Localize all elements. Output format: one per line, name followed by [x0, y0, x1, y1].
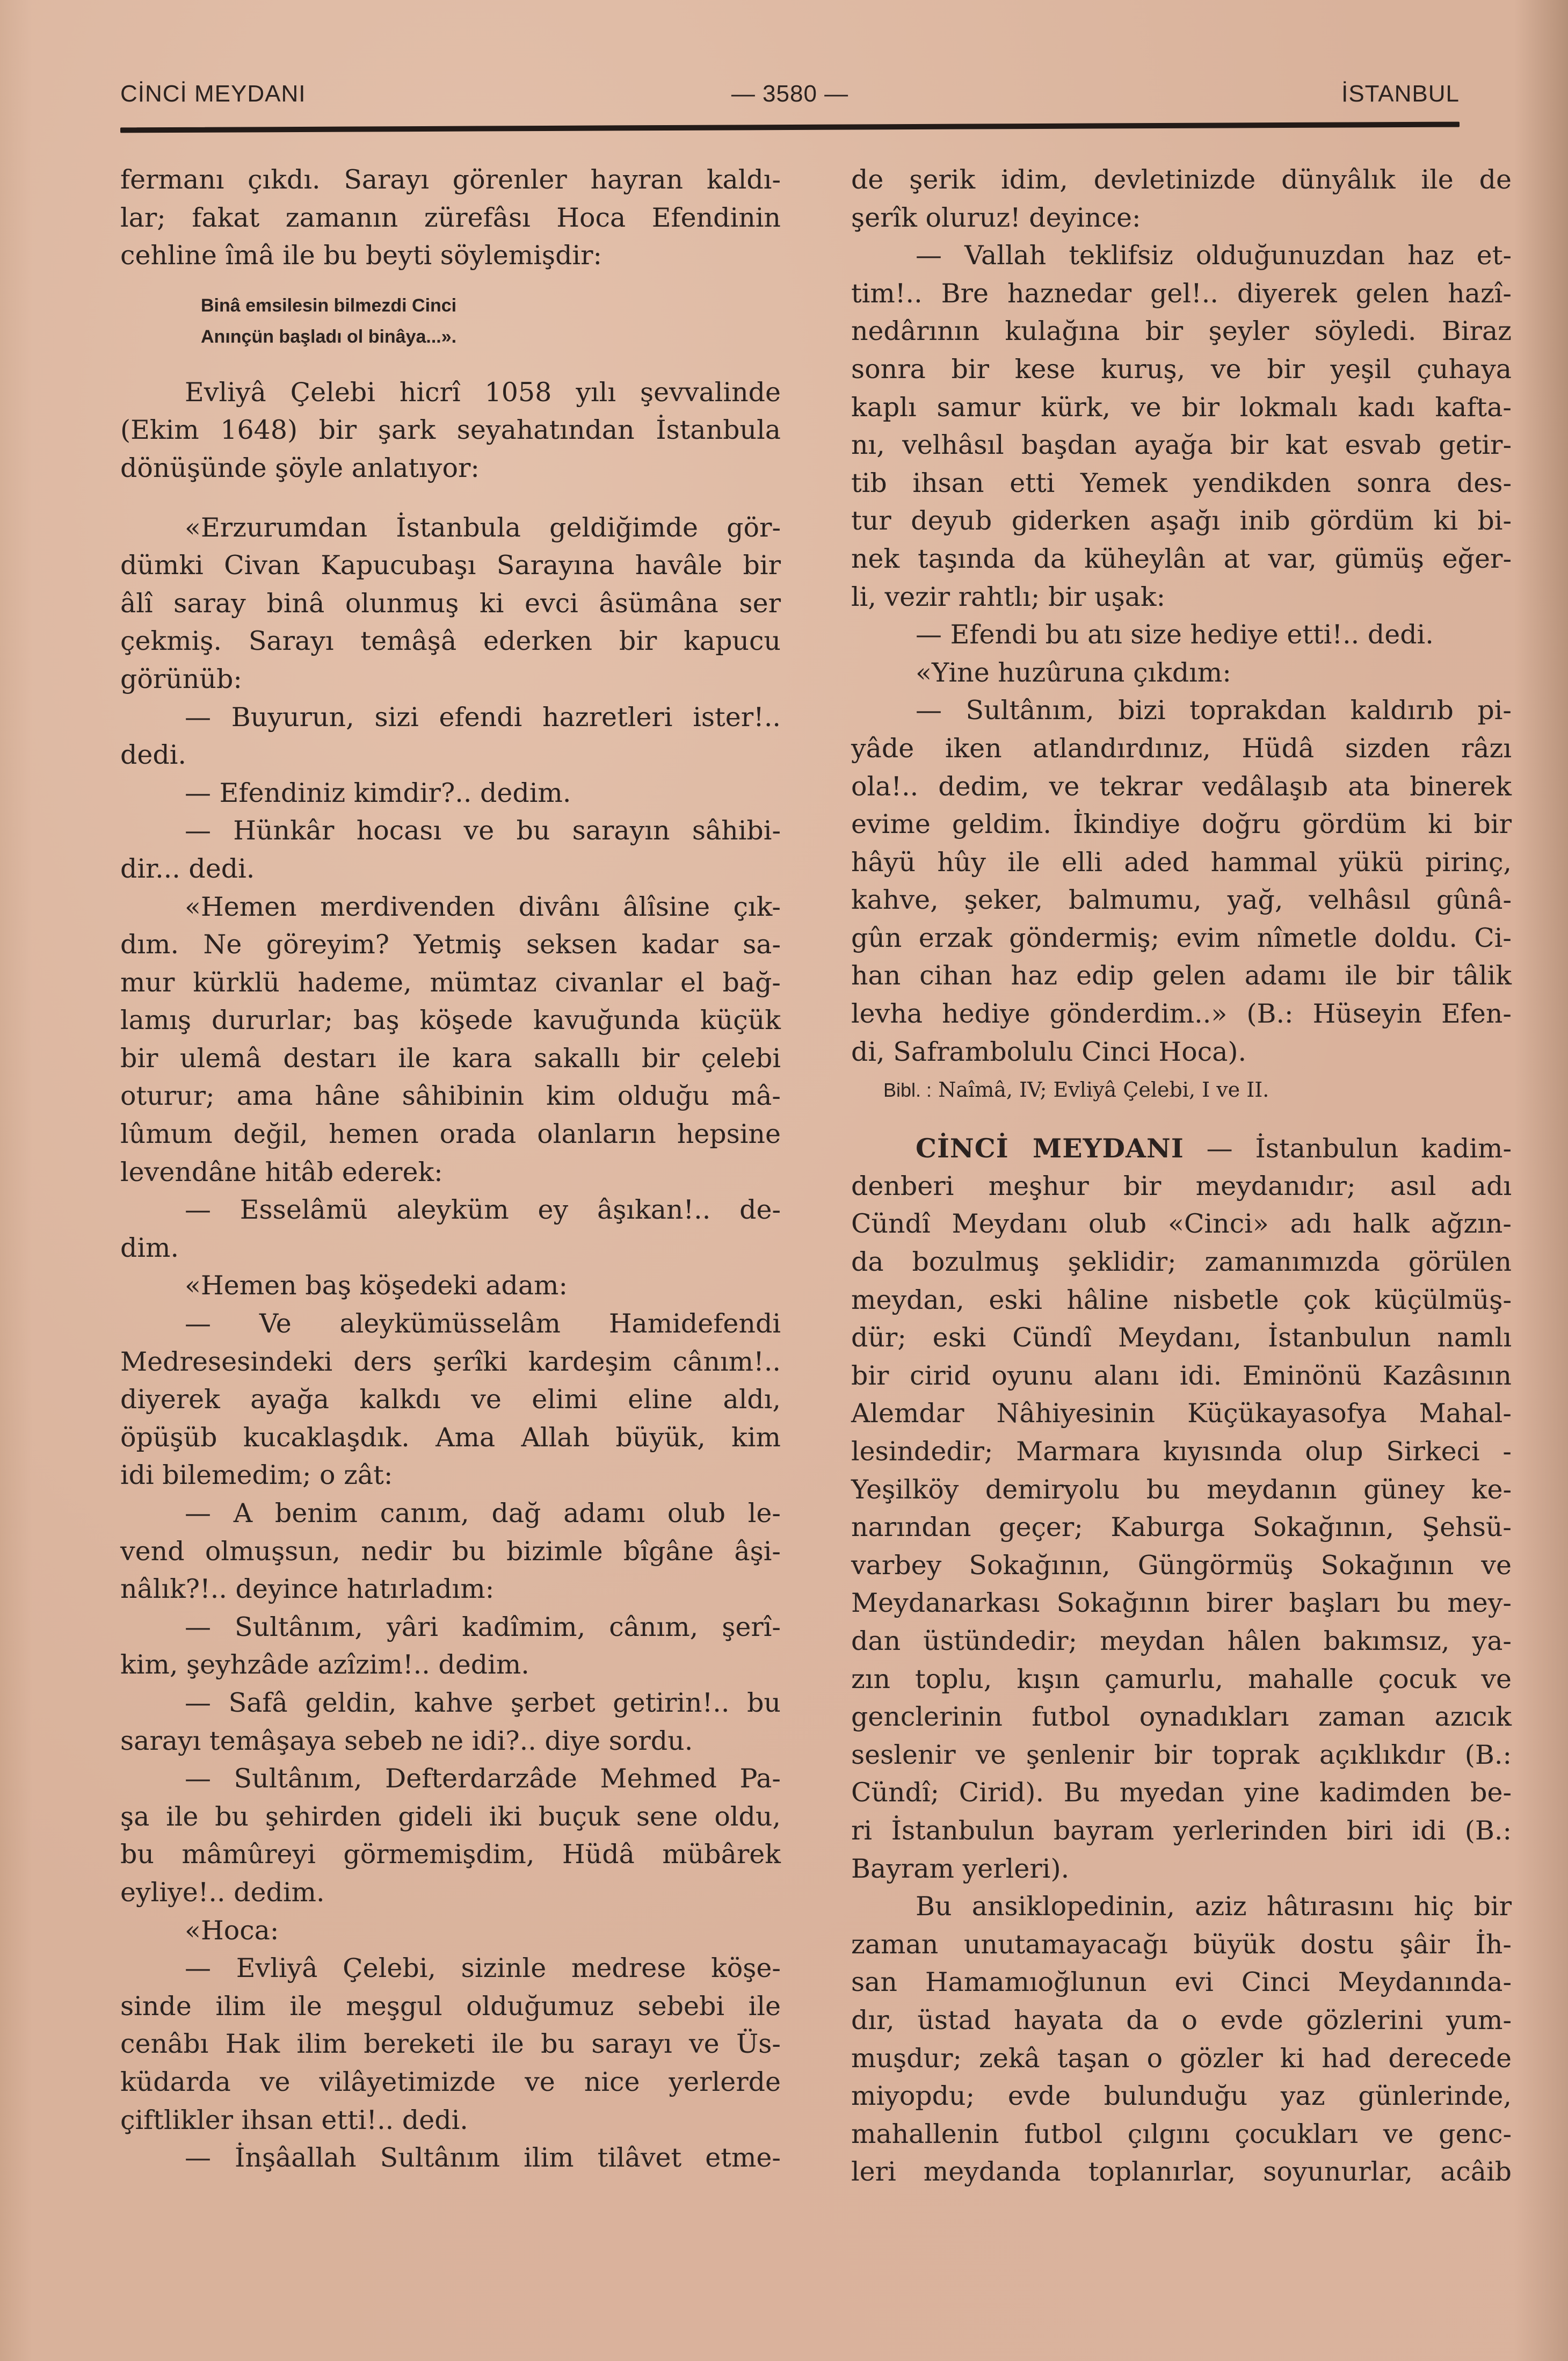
text-line: — Sultânım, bizi toprakdan kaldırıb pi-	[916, 695, 1512, 726]
paragraph	[120, 374, 781, 488]
text-line: lamış dururlar; baş köşede kavuğunda küçük	[120, 1005, 781, 1036]
text-line: meydan, eski hâline nisbetle çok küçülmüş-	[851, 1284, 1512, 1315]
text-line: bu mâmûreyi görmemişdim, Hüdâ mübârek	[120, 1839, 781, 1870]
text-line: san Hamamıoğlunun evi Cinci Meydanında-	[851, 1967, 1512, 1998]
text-line: tur deyub giderken aşağı inib gördüm ki bi-	[851, 505, 1512, 537]
text-line: li, vezir rahtlı; bir uşak:	[851, 581, 1166, 612]
text-line: tib ihsan etti Yemek yendikden sonra des-	[851, 467, 1512, 498]
text-line: dedi.	[120, 740, 186, 771]
text-line: nedârının kulağına bir şeyler söyledi. Biraz	[851, 316, 1512, 347]
dialogue-paragraph	[120, 1495, 781, 1609]
text-line: kaplı samur kürk, ve bir lokmalı kadı kafta-	[851, 392, 1512, 423]
dialogue-paragraph	[120, 1191, 781, 1267]
text-line: Anınçün başladı ol binâya...».	[201, 326, 457, 347]
text-line: muşdur; zekâ taşan o gözler ki had derecede	[851, 2043, 1512, 2074]
entry-cinci-meydani	[851, 1129, 1512, 1888]
text-line: miyopdu; evde bulunduğu yaz günlerinde,	[851, 2081, 1512, 2112]
left-column	[120, 161, 781, 2177]
text-line: fermanı çıkdı. Sarayı görenler hayran kaldı-	[120, 164, 781, 195]
text-line: öpüşüb kucaklaşdık. Ama Allah büyük, kim	[120, 1422, 781, 1453]
text-line: âlî saray binâ olunmuş ki evci âsümâna ser	[120, 588, 781, 619]
text-line: mahallenin futbol çılgını çocukları ve genc-	[851, 2118, 1512, 2149]
text-line: «Hemen merdivenden divânı âlîsine çık-	[185, 891, 781, 922]
text-line: zaman unutamayacağı büyük dostu şâir İh-	[851, 1929, 1512, 1960]
text-line: Cündî Meydanı olub «Cinci» adı halk ağzın-	[851, 1208, 1512, 1240]
text-line: «Hoca:	[185, 1915, 279, 1946]
dialogue-paragraph	[851, 616, 1512, 654]
text-line: leri meydanda toplanırlar, soyunurlar, acâib	[851, 2156, 1512, 2188]
text-line: de şerik idim, devletinizde dünyâlık ile de	[851, 164, 1512, 195]
dialogue-paragraph	[120, 1305, 781, 1495]
text-line: Yeşilköy demiryolu bu meydanın güney ke-	[851, 1474, 1512, 1505]
text-line: bir ulemâ destarı ile kara sakallı bir çelebi	[120, 1042, 781, 1074]
text-line: vend olmuşsun, nedir bu bizimle bîgâne âşi-	[120, 1536, 781, 1567]
text-line: lûmum değil, hemen orada olanların hepsine	[120, 1119, 781, 1150]
dialogue-paragraph	[120, 1609, 781, 1684]
text-line: idi bilemedim; o zât:	[120, 1460, 393, 1491]
text-line: (Ekim 1648) bir şark seyahatından İstanbula	[120, 415, 781, 446]
text-line: sarayı temâşaya sebeb ne idi?.. diye sordu.	[120, 1725, 693, 1756]
paragraph	[120, 1912, 781, 1950]
text-line: han cihan haz edip gelen adamı ile bir tâlik	[851, 960, 1512, 991]
bibliography-text: Naîmâ, IV; Evliyâ Çelebi, I ve II.	[938, 1078, 1269, 1102]
text-line: cenâbı Hak ilim bereketi ile bu sarayı ve Üs-	[120, 2029, 781, 2060]
text-line: hâyü hûy ile elli aded hammal yükü pirinç,	[851, 846, 1512, 878]
text-line: gûn erzak göndermiş; evim nîmetle doldu. Ci-	[851, 922, 1512, 953]
text-line: mur kürklü hademe, mümtaz civanlar el bağ-	[120, 967, 781, 998]
text-line: evime geldim. İkindiye doğru gördüm ki bir	[851, 809, 1512, 840]
text-line: ola!.. dedim, ve tekrar vedâlaşıb ata binerek	[851, 771, 1512, 802]
text-line: kahve, şeker, balmumu, yağ, velhâsıl gûnâ-	[851, 885, 1512, 916]
text-line: dir... dedi.	[120, 853, 255, 884]
text-line: Bu ansiklopedinin, aziz hâtırasını hiç bir	[916, 1891, 1512, 1922]
text-line: nek taşında da küheylân at var, gümüş eğer-	[851, 543, 1512, 574]
text-line: — Vallah teklifsiz olduğunuzdan haz et-	[916, 240, 1512, 271]
entry-headword: CİNCİ MEYDANI	[916, 1133, 1184, 1164]
text-line: küdarda ve vilâyetimizde ve nice yerlerde	[120, 2066, 781, 2097]
text-line: oturur; ama hâne sâhibinin kim olduğu mâ-	[120, 1081, 781, 1112]
dialogue-paragraph	[851, 237, 1512, 616]
text-line: Bayram yerleri).	[851, 1853, 1070, 1884]
text-line: — İnşâallah Sultânım ilim tilâvet etme-	[185, 2142, 781, 2174]
text-line: lar; fakat zamanın zürefâsı Hoca Efendinin	[120, 202, 781, 233]
paragraph	[120, 509, 781, 699]
text-line: yâde iken atlandırdınız, Hüdâ sizden râzı	[851, 733, 1512, 764]
dialogue-paragraph	[851, 692, 1512, 1071]
text-line: Cündî; Cirid). Bu myedan yine kadimden be-	[851, 1777, 1512, 1808]
text-line: — Efendi bu atı size hediye etti!.. dedi.	[916, 619, 1434, 650]
dialogue-paragraph	[120, 2139, 781, 2177]
text-line: zın toplu, kışın çamurlu, mahalle çocuk ve	[851, 1663, 1512, 1694]
text-line: Evliyâ Çelebi hicrî 1058 yılı şevvalinde	[185, 376, 781, 408]
text-line: «Hemen baş köşedeki adam:	[185, 1270, 568, 1301]
text-line: levha hediye gönderdim..» (B.: Hüseyin Efen-	[851, 998, 1512, 1030]
text-line: seslenir ve şenlenir bir toprak açıklıkdır (B.:	[851, 1739, 1512, 1770]
text-line: eyliye!.. dedim.	[120, 1877, 325, 1908]
text-line: — Sultânım, yâri kadîmim, cânım, şerî-	[185, 1611, 781, 1642]
text-line: genclerinin futbol oynadıkları zaman azıcık	[851, 1701, 1512, 1733]
paragraph	[120, 888, 781, 1192]
text-line: da bozulmuş şeklidir; zamanımızda görülen	[851, 1247, 1512, 1278]
text-line: görünüb:	[120, 663, 242, 694]
text-line: — A benim canım, dağ adamı olub le-	[185, 1498, 781, 1529]
text-line: çiftlikler ihsan etti!.. dedi.	[120, 2104, 468, 2135]
text-line: dim.	[120, 1232, 179, 1263]
text-line: çekmiş. Sarayı temâşâ ederken bir kapucu	[120, 626, 781, 657]
text-line: Binâ emsilesin bilmezdi Cinci	[201, 295, 457, 316]
dialogue-paragraph	[120, 812, 781, 888]
text-line: sinde ilim ile meşgul olduğumuz sebebi ile	[120, 1990, 781, 2022]
paragraph	[851, 161, 1512, 237]
text-line: — Evliyâ Çelebi, sizinle medrese köşe-	[185, 1953, 781, 1984]
bibliography-label: Bibl. :	[883, 1079, 932, 1102]
text-line: lesindedir; Marmara kıyısında olup Sirkeci -	[851, 1436, 1512, 1467]
text-line: «Yine huzûruna çıkdım:	[916, 657, 1231, 688]
paragraph	[851, 1888, 1512, 2191]
text-line: nâlık?!.. deyince hatırladım:	[120, 1574, 495, 1605]
text-line: dümki Civan Kapucubaşı Sarayına havâle bir	[120, 550, 781, 581]
text-line: tim!.. Bre haznedar gel!.. diyerek gelen hazî-	[851, 278, 1512, 309]
right-column	[851, 161, 1512, 2191]
text-line: dır, üstad hayata da o evde gözlerini yum-	[851, 2004, 1512, 2036]
text-line: narından geçer; Kaburga Sokağının, Şehsü-	[851, 1512, 1512, 1543]
text-line: — Buyurun, sizi efendi hazretleri ister!..	[185, 701, 781, 733]
page-number: — 3580 —	[731, 81, 849, 107]
entry-first-line	[851, 1129, 1512, 1168]
text-line: — Esselâmü aleyküm ey âşıkan!.. de-	[185, 1194, 781, 1226]
text-line: — Hünkâr hocası ve bu sarayın sâhibi-	[185, 815, 781, 846]
header-right-title: İSTANBUL	[1341, 81, 1460, 107]
text-line: kim, şeyhzâde azîzim!.. dedim.	[120, 1649, 529, 1681]
entry-body	[851, 1168, 1512, 1888]
text-line: Meydanarkası Sokağının birer başları bu mey-	[851, 1588, 1512, 1619]
text-line: dönüşünde şöyle anlatıyor:	[120, 452, 480, 483]
text-line: «Erzurumdan İstanbula geldiğimde gör-	[185, 512, 781, 543]
header-rule	[120, 122, 1460, 133]
paragraph	[120, 161, 781, 275]
text-line: di, Saframbolulu Cinci Hoca).	[851, 1036, 1247, 1067]
dialogue-paragraph	[120, 1684, 781, 1760]
text-line: Alemdar Nâhiyesinin Küçükayasofya Mahal-	[851, 1398, 1512, 1429]
text-line: dım. Ne göreyim? Yetmiş seksen kadar sa-	[120, 929, 781, 960]
text-line: — Safâ geldin, kahve şerbet getirin!.. bu	[185, 1687, 781, 1718]
dialogue-paragraph	[120, 774, 781, 813]
text-line: levendâne hitâb ederek:	[120, 1156, 443, 1187]
text-line: varbey Sokağının, Güngörmüş Sokağının ve	[851, 1549, 1512, 1581]
dialogue-paragraph	[120, 1760, 781, 1911]
running-header	[120, 81, 1460, 107]
dialogue-paragraph	[120, 1950, 781, 2139]
entry-first-line-text: — İstanbulun kadim-	[1206, 1133, 1512, 1164]
text-line: sonra bir kese kuruş, ve bir yeşil çuhaya	[851, 353, 1512, 385]
verse-quote	[120, 290, 781, 352]
dialogue-paragraph	[120, 699, 781, 774]
text-line: bir cirid oyunu alanı idi. Eminönü Kazâsının	[851, 1360, 1512, 1391]
text-line: diyerek ayağa kalkdı ve elimi eline aldı,	[120, 1384, 781, 1415]
header-left-title: CİNCİ MEYDANI	[120, 81, 306, 107]
text-line: nı, velhâsıl başdan ayağa bir kat esvab getir-	[851, 430, 1512, 461]
text-line: Medresesindeki ders şerîki kardeşim cânım!..	[120, 1346, 781, 1377]
bibliography	[851, 1072, 1512, 1108]
text-line: — Efendiniz kimdir?.. dedim.	[185, 777, 571, 808]
text-line: cehline îmâ ile bu beyti söylemişdir:	[120, 240, 602, 271]
text-line: şerîk oluruz! deyince:	[851, 202, 1141, 233]
text-line: denberi meşhur bir meydanıdır; asıl adı	[851, 1170, 1512, 1201]
text-line: dür; eski Cündî Meydanı, İstanbulun namlı	[851, 1322, 1512, 1353]
text-line: dan üstündedir; meydan hâlen bakımsız, ya-	[851, 1625, 1512, 1656]
text-line: — Ve aleykümüsselâm Hamidefendi	[185, 1308, 781, 1339]
text-line: ri İstanbulun bayram yerlerinden biri idi (B.:	[851, 1815, 1512, 1846]
text-line: — Sultânım, Defterdarzâde Mehmed Pa-	[185, 1763, 781, 1794]
paragraph	[120, 1267, 781, 1305]
text-line: şa ile bu şehirden gideli iki buçuk sene oldu,	[120, 1801, 781, 1832]
paragraph	[851, 654, 1512, 692]
